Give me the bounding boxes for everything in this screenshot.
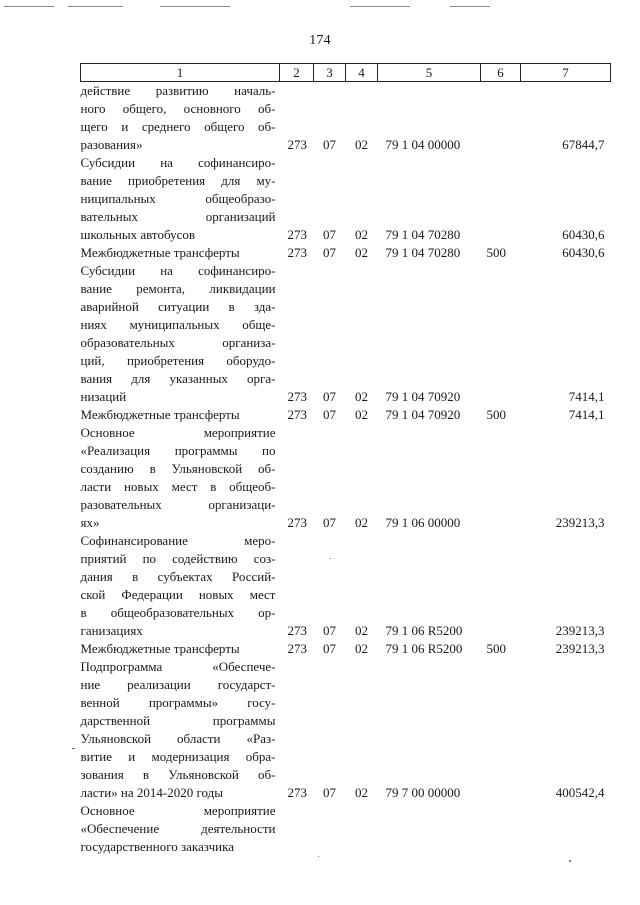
target-article-code: 79 1 04 70920 — [385, 389, 461, 404]
description-line: вание приобретения для му- — [80, 173, 276, 188]
subsection-code: 02 — [355, 515, 368, 530]
subsection-code: 02 — [355, 641, 368, 656]
subsection-code: 02 — [355, 389, 368, 404]
description-line: Основное мероприятие — [80, 425, 276, 440]
row-description — [81, 82, 280, 155]
description-line: Ульяновской области «Раз- — [80, 731, 276, 746]
target-article-code: 79 1 06 R5200 — [385, 623, 463, 638]
description-line: вания для указанных орга- — [80, 371, 276, 386]
description-line: государственного заказчика — [80, 839, 235, 854]
description-line: Подпрограмма «Обеспече- — [80, 659, 276, 674]
amount — [521, 802, 611, 856]
header-col-1: 1 — [81, 64, 280, 82]
description-line: Софинансирование меро- — [80, 533, 276, 548]
expense-type-code: 500 — [486, 245, 506, 260]
description-line: венной программы» госу- — [80, 695, 276, 710]
expense-type-code — [481, 532, 521, 640]
description-line: ской Федерации новых мест — [80, 587, 276, 602]
description-line: щего и среднего общего об- — [80, 119, 276, 134]
subsection-code: 02 — [355, 407, 368, 422]
header-col-7: 7 — [521, 64, 611, 82]
description-line: ласти» на 2014-2020 годы — [80, 785, 223, 800]
description-line: в общеобразовательных ор- — [80, 605, 276, 620]
admin-code — [280, 802, 314, 856]
admin-code: 273 — [287, 785, 307, 800]
scan-speck — [318, 856, 319, 857]
table-body — [81, 82, 611, 857]
target-article-code: 79 7 00 00000 — [385, 785, 461, 800]
subsection-code — [346, 802, 378, 856]
amount: 239213,3 — [555, 515, 605, 530]
admin-code: 273 — [287, 137, 307, 152]
target-article-code: 79 1 04 70280 — [385, 227, 461, 242]
target-article-code: 79 1 04 70920 — [385, 407, 461, 422]
amount: 60430,6 — [562, 227, 605, 242]
table-row — [81, 244, 611, 262]
row-description — [81, 640, 280, 658]
admin-code: 273 — [287, 389, 307, 404]
section-code: 07 — [323, 227, 336, 242]
scan-artifact — [68, 6, 123, 7]
admin-code: 273 — [287, 407, 307, 422]
description-line: «Обеспечение деятельности — [80, 821, 276, 836]
description-line: зования в Ульяновской об- — [80, 767, 276, 782]
description-line: ций, приобретения оборудо- — [80, 353, 276, 368]
description-line: вательных организаций — [80, 209, 276, 224]
amount: 239213,3 — [555, 641, 605, 656]
header-row — [81, 64, 611, 82]
description-line: школьных автобусов — [80, 227, 195, 242]
amount: 400542,4 — [555, 785, 605, 800]
table-row — [81, 532, 611, 640]
description-line: ях» — [80, 515, 100, 530]
amount: 7414,1 — [568, 389, 605, 404]
subsection-code: 02 — [355, 785, 368, 800]
row-description — [81, 154, 280, 244]
section-code: 07 — [323, 407, 336, 422]
target-article-code: 79 1 06 00000 — [385, 515, 461, 530]
amount: 7414,1 — [568, 407, 605, 422]
amount: 60430,6 — [562, 245, 605, 260]
admin-code: 273 — [287, 641, 307, 656]
subsection-code: 02 — [355, 227, 368, 242]
header-col-2: 2 — [280, 64, 314, 82]
scan-artifact — [160, 6, 230, 7]
description-line: разовательных организаци- — [80, 497, 276, 512]
expense-type-code — [481, 262, 521, 406]
header-col-5: 5 — [378, 64, 481, 82]
description-line: дания в субъектах Россий- — [80, 569, 276, 584]
table-row — [81, 262, 611, 406]
row-description — [81, 406, 280, 424]
table-row — [81, 82, 611, 155]
expense-type-code — [481, 424, 521, 532]
description-line: приятий по содействию соз- — [80, 551, 276, 566]
table-row — [81, 658, 611, 802]
section-code: 07 — [323, 389, 336, 404]
section-code: 07 — [323, 623, 336, 638]
admin-code: 273 — [287, 245, 307, 260]
table-row — [81, 640, 611, 658]
description-line: созданию в Ульяновской об- — [80, 461, 276, 476]
amount: 67844,7 — [562, 137, 605, 152]
amount: 239213,3 — [555, 623, 605, 638]
description-line: ниципальных общеобразо- — [80, 191, 276, 206]
description-line: Субсидии на софинансиро- — [80, 263, 276, 278]
description-line: низаций — [80, 389, 127, 404]
row-description — [81, 532, 280, 640]
description-line: ного общего, основного об- — [80, 101, 276, 116]
description-line: ганизациях — [80, 623, 143, 638]
target-article-code: 79 1 04 70280 — [385, 245, 461, 260]
target-article-code — [378, 802, 481, 856]
table-row — [81, 154, 611, 244]
section-code: 07 — [323, 515, 336, 530]
description-line: Межбюджетные трансферты — [80, 407, 240, 422]
description-line: вание ремонта, ликвидации — [80, 281, 276, 296]
scan-artifact — [4, 6, 54, 7]
row-description — [81, 802, 280, 856]
target-article-code: 79 1 04 00000 — [385, 137, 461, 152]
description-line: ние реализации государст- — [80, 677, 276, 692]
header-col-6: 6 — [481, 64, 521, 82]
budget-table — [80, 63, 611, 856]
row-description — [81, 244, 280, 262]
expense-type-code — [481, 802, 521, 856]
section-code: 07 — [323, 641, 336, 656]
description-line: ласти новых мест в общеоб- — [80, 479, 276, 494]
description-line: Межбюджетные трансферты — [80, 641, 240, 656]
section-code: 07 — [323, 245, 336, 260]
target-article-code: 79 1 06 R5200 — [385, 641, 463, 656]
table-row — [81, 406, 611, 424]
expense-type-code: 500 — [486, 407, 506, 422]
row-description — [81, 262, 280, 406]
scan-artifact — [350, 6, 410, 7]
scan-artifact — [450, 6, 490, 7]
header-col-4: 4 — [346, 64, 378, 82]
section-code: 07 — [323, 137, 336, 152]
description-line: «Реализация программы по — [80, 443, 276, 458]
expense-type-code — [481, 82, 521, 155]
row-description — [81, 658, 280, 802]
page-number: 174 — [309, 33, 331, 48]
description-line: Основное мероприятие — [80, 803, 276, 818]
admin-code: 273 — [287, 227, 307, 242]
expense-type-code — [481, 154, 521, 244]
description-line: действие развитию началь- — [80, 83, 276, 98]
scan-speck — [72, 748, 75, 749]
expense-type-code: 500 — [486, 641, 506, 656]
header-col-3: 3 — [314, 64, 346, 82]
table-row — [81, 802, 611, 856]
description-line: ниях муниципальных обще- — [80, 317, 276, 332]
description-line: Межбюджетные трансферты — [80, 245, 240, 260]
admin-code: 273 — [287, 515, 307, 530]
description-line: Субсидии на софинансиро- — [80, 155, 276, 170]
admin-code: 273 — [287, 623, 307, 638]
subsection-code: 02 — [355, 137, 368, 152]
section-code — [314, 802, 346, 856]
description-line: витие и модернизация обра- — [80, 749, 276, 764]
table-header — [81, 64, 611, 82]
row-description — [81, 424, 280, 532]
subsection-code: 02 — [355, 245, 368, 260]
section-code: 07 — [323, 785, 336, 800]
scan-speck — [569, 860, 571, 862]
description-line: разования» — [80, 137, 143, 152]
expense-type-code — [481, 658, 521, 802]
description-line: аварийной ситуации в зда- — [80, 299, 276, 314]
table-row — [81, 424, 611, 532]
description-line: образовательных организа- — [80, 335, 276, 350]
subsection-code: 02 — [355, 623, 368, 638]
description-line: дарственной программы — [80, 713, 276, 728]
